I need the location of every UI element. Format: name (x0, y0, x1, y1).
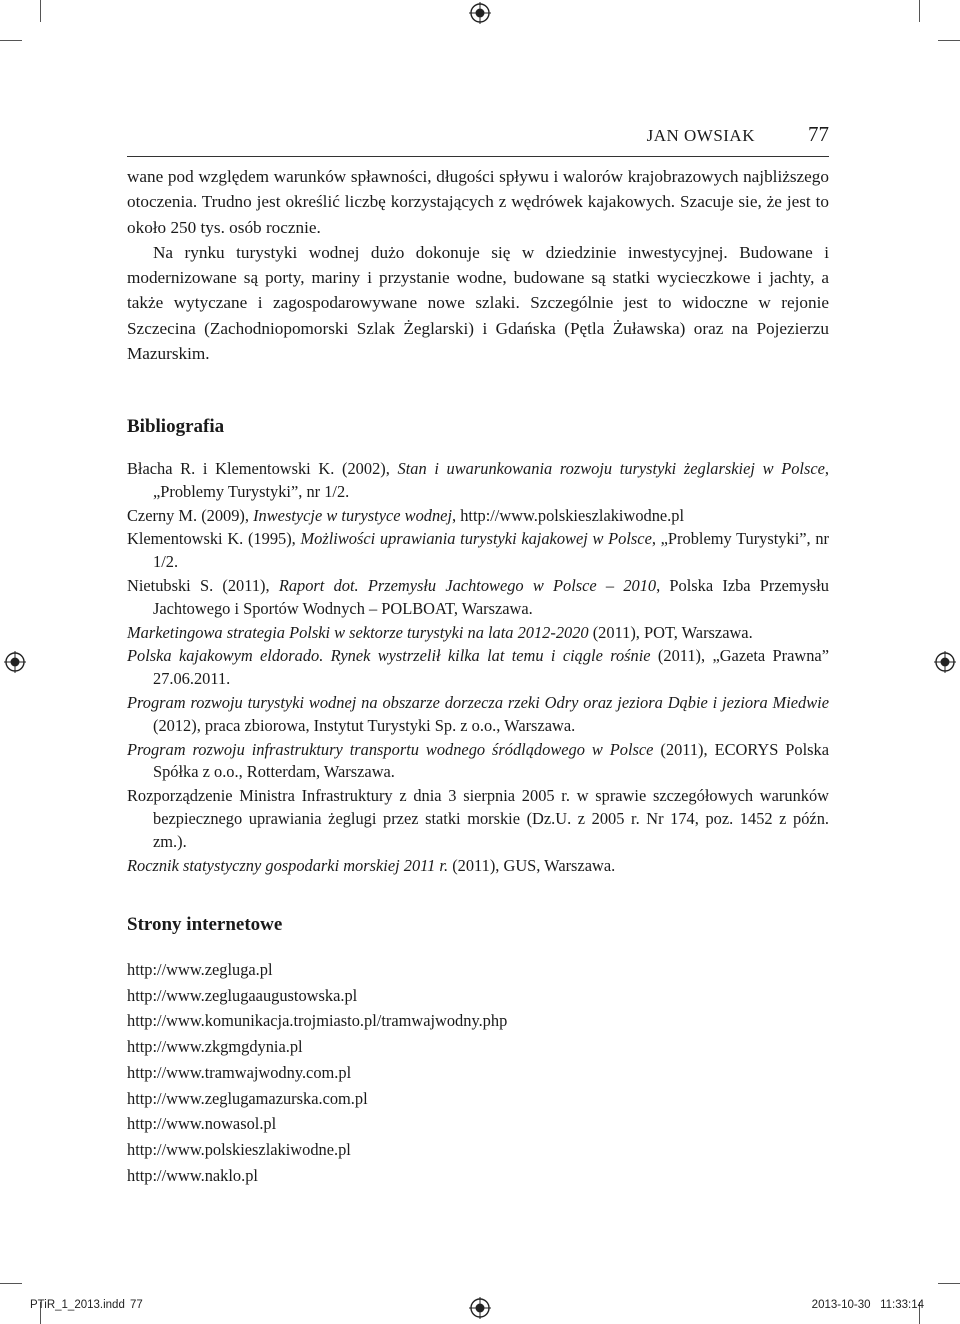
website-link[interactable]: http://www.zeglugaaugustowska.pl (127, 985, 358, 1005)
bibliography-entry (127, 739, 829, 785)
entry-title: Program rozwoju infrastruktury transportu wodnego śródlądowego w Polsce (127, 739, 654, 759)
entry-text: (2011), „Gazeta Prawna” 27.06.2011. (153, 646, 829, 689)
entry-title: Rocznik statystyczny gospodarki morskiej 2011 r. (127, 855, 449, 875)
website-link[interactable]: http://www.polskieszlakiwodne.pl (127, 1139, 351, 1159)
bibliography-list (127, 458, 829, 877)
website-link[interactable]: http://www.zegluga.pl (127, 960, 273, 979)
entry-text: Nietubski S. (2011), (127, 575, 279, 595)
bibliography-entry (127, 575, 829, 621)
website-link[interactable]: http://www.zeglugamazurska.com.pl (127, 1088, 368, 1108)
crop-mark (938, 1283, 960, 1284)
entry-text: Czerny M. (2009), (127, 505, 254, 525)
slug-page-number: 77 (130, 1299, 143, 1311)
paragraph: Na rynku turystyki wodnej dużo dokonuje się w dziedzinie inwestycyjnej. Budowane i modernizowane są porty, mariny i przystanie wodne, budowane są statki wycieczkowe i jachty, a także wytyczane i zagospodarowywane nowe szlaki. Szczególnie jest to widoczne w rejonie Szczecina (Zachodniopomorski Szlak Żeglarski) i Gdańska (Pętla Żuławska) oraz na Pojezierzu Mazurskim. (127, 242, 829, 364)
entry-text: (2012), praca zbiorowa, Instytut Turystyki Sp. z o.o., Warszawa. (153, 715, 576, 735)
bibliography-heading: Bibliografia (127, 416, 225, 437)
registration-mark-icon (934, 651, 956, 673)
entry-text: (2011), ECORYS Polska Spółka z o.o., Rotterdam, Warszawa. (153, 739, 829, 782)
entry-text: , „Problemy Turystyki”, nr 1/2. (153, 459, 829, 501)
website-link[interactable]: http://www.zkgmgdynia.pl (127, 1037, 303, 1057)
entry-text: , http://www.polskieszlakiwodne.pl (452, 505, 685, 525)
crop-mark (919, 0, 920, 22)
entry-text: Klementowski K. (1995), (127, 529, 301, 549)
registration-mark-icon (4, 651, 26, 673)
bibliography-entry (127, 622, 829, 645)
header-author: JAN OWSIAK (646, 126, 755, 145)
crop-mark (938, 40, 960, 41)
paragraph: wane pod względem warunków spławności, długości spływu i walorów krajobrazowych najbliższego otoczenia. Trudno jest określić liczbę korzystających z wędrówek kajakowych. Szacuje sie, że jest to około 250 tys. osób rocznie. (127, 167, 829, 237)
body-text (127, 164, 829, 366)
bibliography-entry (127, 645, 829, 691)
website-link[interactable]: http://www.naklo.pl (127, 1165, 258, 1185)
entry-text: , „Problemy Turystyki”, nr 1/2. (153, 529, 829, 572)
websites-heading: Strony internetowe (127, 914, 283, 935)
page-number: 77 (808, 122, 829, 146)
entry-text: (2011), POT, Warszawa. (588, 622, 753, 642)
entry-title: Program rozwoju turystyki wodnej na obszarze dorzecza rzeki Odry oraz jeziora Dąbie i jeziora Miedwie (127, 692, 829, 712)
website-link[interactable]: http://www.komunikacja.trojmiasto.pl/tramwajwodny.php (127, 1011, 508, 1031)
crop-mark (40, 0, 41, 22)
registration-mark-icon (469, 1297, 491, 1319)
slug-file-name: PTiR_1_2013.indd (30, 1299, 125, 1311)
crop-mark (0, 1283, 22, 1284)
entry-title: Możliwości uprawiania turystyki kajakowej w Polsce (300, 529, 652, 549)
entry-title: Stan i uwarunkowania rozwoju turystyki żeglarskiej w Polsce (397, 459, 825, 478)
entry-text: (2011), GUS, Warszawa. (448, 855, 616, 875)
slug-datetime: 2013-10-30 11:33:14 (811, 1299, 924, 1311)
running-header (127, 122, 829, 157)
bibliography-entry (127, 855, 829, 878)
website-link[interactable]: http://www.tramwajwodny.com.pl (127, 1062, 352, 1082)
bibliography-entry (127, 692, 829, 738)
entry-title: Raport dot. Przemysłu Jachtowego w Polsce – 2010 (278, 575, 657, 595)
bibliography-entry (127, 528, 829, 574)
entry-text: , Polska Izba Przemysłu Jachtowego i Sportów Wodnych – POLBOAT, Warszawa. (153, 575, 829, 618)
entry-text: Rozporządzenie Ministra Infrastruktury z dnia 3 sierpnia 2005 r. w sprawie szczegółowych warunków bezpiecznego uprawiania żeglugi przez statki morskie (Dz.U. z 2005 r. Nr 174, poz. 1452 z późn. zm.). (127, 786, 829, 851)
website-list (127, 957, 829, 1188)
bibliography-entry (127, 458, 829, 504)
registration-mark-icon (469, 2, 491, 24)
website-link[interactable]: http://www.nowasol.pl (127, 1114, 277, 1134)
crop-mark (0, 40, 22, 41)
entry-title: Polska kajakowym eldorado. Rynek wystrzelił kilka lat temu i ciągle rośnie (127, 646, 651, 666)
entry-text: Błacha R. i Klementowski K. (2002), (127, 459, 398, 478)
bibliography-entry (127, 505, 829, 528)
entry-title: Marketingowa strategia Polski w sektorze turystyki na lata 2012-2020 (127, 622, 589, 642)
bibliography-entry (127, 785, 829, 853)
entry-title: Inwestycje w turystyce wodnej (253, 505, 452, 525)
